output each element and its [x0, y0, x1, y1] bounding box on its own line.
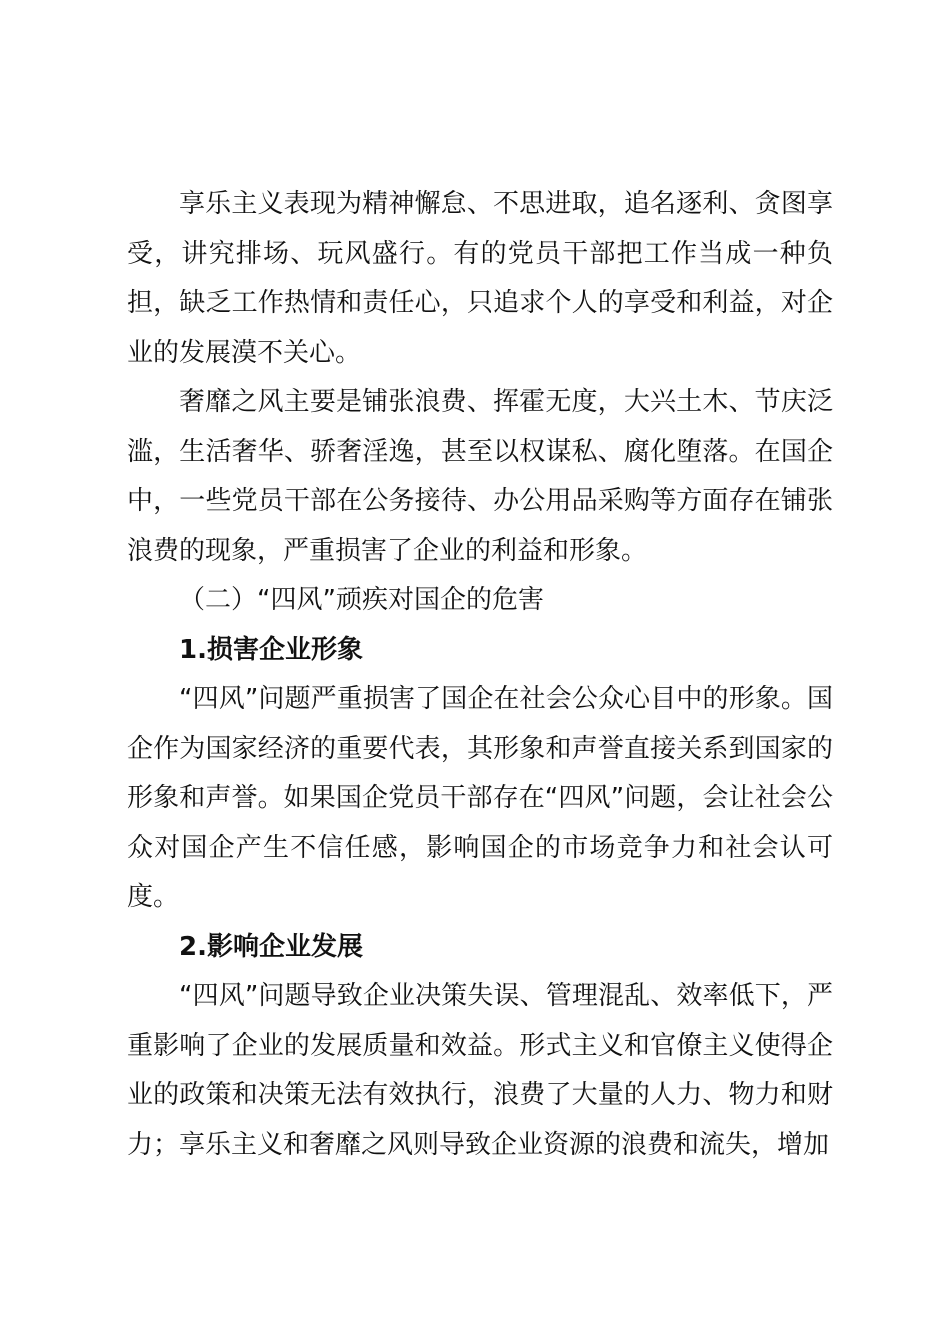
section-title: （二）“四风”顽疾对国企的危害	[179, 585, 544, 615]
paragraph-damage-image: “四风”问题严重损害了国企在社会公众心目中的形象。国企作为国家经济的重要代表，其形象和声誉直接关系到国家的形象和声誉。如果国企党员干部存在“四风”问题，会让社会公众对国企产生不信任感，影响国企的市场竞争力和社会认可度。	[127, 684, 833, 912]
heading-affect-development: 2.影响企业发展	[179, 931, 363, 962]
paragraph-hedonism: 享乐主义表现为精神懈怠、不思进取，追名逐利、贪图享受，讲究排场、玩风盛行。有的党员干部把工作当成一种负担，缺乏工作热情和责任心，只追求个人的享受和利益，对企业的发展漠不关心。	[127, 189, 833, 368]
paragraph-extravagance: 奢靡之风主要是铺张浪费、挥霍无度，大兴土木、节庆泛滥，生活奢华、骄奢淫逸，甚至以权谋私、腐化堕落。在国企中，一些党员干部在公务接待、办公用品采购等方面存在铺张浪费的现象，严重损害了企业的利益和形象。	[127, 387, 833, 566]
document-body	[127, 180, 833, 1170]
paragraph-affect-development: “四风”问题导致企业决策失误、管理混乱、效率低下，严重影响了企业的发展质量和效益。形式主义和官僚主义使得企业的政策和决策无法有效执行，浪费了大量的人力、物力和财力；享乐主义和奢靡之风则导致企业资源的浪费和流失，增加	[127, 981, 833, 1160]
heading-damage-image: 1.损害企业形象	[179, 634, 363, 665]
